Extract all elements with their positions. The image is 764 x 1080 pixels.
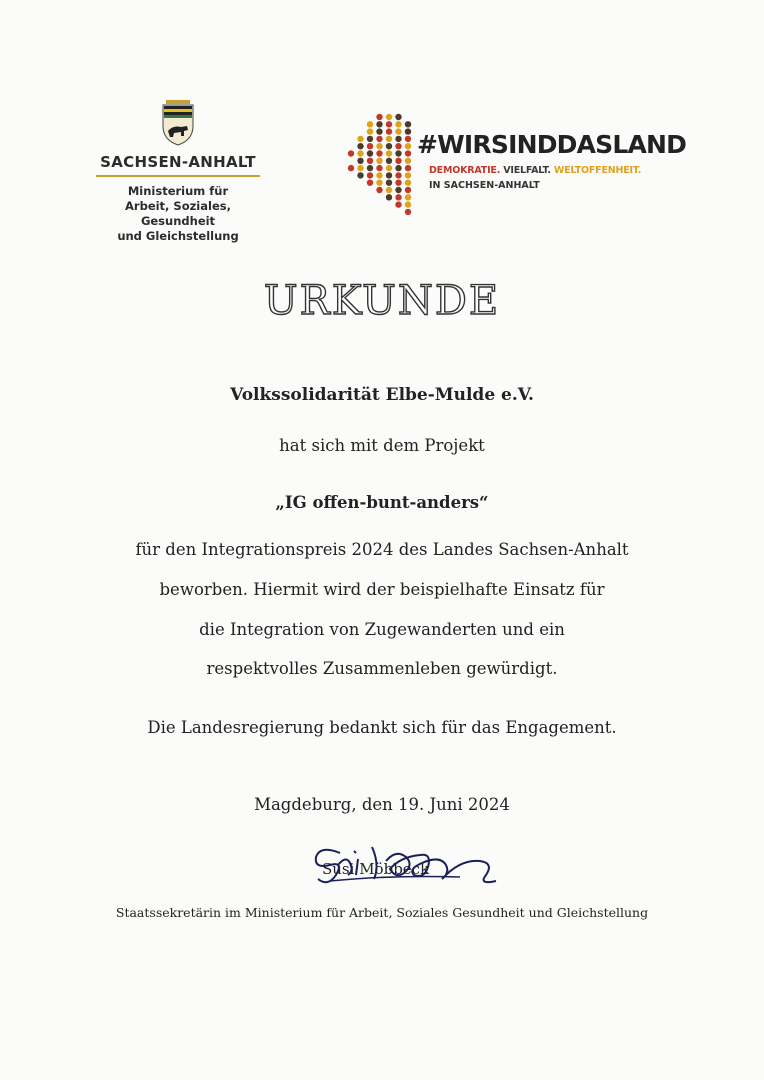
map-dot [395,128,401,134]
map-dot [386,187,392,193]
map-dot [395,121,401,127]
campaign-hashtag: #WIRSINDDASLAND [417,130,687,159]
map-dot [376,165,382,171]
map-dot [357,165,363,171]
tagline-diversity: VIELFALT. [503,165,551,176]
map-dot [367,136,373,142]
map-dot [376,143,382,149]
map-dot [395,165,401,171]
map-dot [395,172,401,178]
map-dot [367,150,373,156]
project-name: „IG offen-bunt-anders“ [275,493,489,512]
map-dot [395,143,401,149]
campaign-tagline [429,165,641,176]
thanks-text: Die Landesregierung bedankt sich für das Engagement. [147,718,617,737]
map-dot [395,201,401,207]
map-dot [405,201,411,207]
map-dot [386,165,392,171]
map-dot [376,121,382,127]
map-dot [405,143,411,149]
map-dot [386,121,392,127]
map-dot [376,150,382,156]
map-dot [348,165,354,171]
map-dot [386,172,392,178]
dot-map-icon [345,112,417,216]
map-dot [395,194,401,200]
map-dot [395,187,401,193]
map-dot [376,180,382,186]
map-dot [405,194,411,200]
map-dot [395,158,401,164]
map-dot [367,128,373,134]
signer-name: Susi Möbbeck [322,860,430,878]
map-dot [376,172,382,178]
certificate-title: URKUNDE [263,278,501,324]
map-dot [367,143,373,149]
map-dot [367,165,373,171]
map-dot [386,136,392,142]
map-dot [395,136,401,142]
map-dot [357,172,363,178]
signer-role: Staatssekretärin im Ministerium für Arbeit, Soziales Gesundheit und Gleichstellung [115,905,649,920]
tagline-openness: WELTOFFENHEIT. [553,165,642,176]
campaign-region: IN SACHSEN-ANHALT [429,180,540,191]
map-dot [395,114,401,120]
ministry-line: und Gleichstellung [117,229,239,243]
map-dot [405,128,411,134]
body-line: respektvolles Zusammenleben gewürdigt. [206,659,558,678]
body-line: beworben. Hiermit wird der beispielhafte Einsatz für [159,580,605,599]
map-dot [376,187,382,193]
map-dot [405,150,411,156]
body-line: für den Integrationspreis 2024 des Landes Sachsen-Anhalt [135,540,629,559]
map-dot [386,180,392,186]
map-dot [405,187,411,193]
map-dot [376,114,382,120]
map-dot [405,209,411,215]
map-dot [357,158,363,164]
map-dot [386,114,392,120]
handwritten-signature [310,835,505,895]
map-dot [367,180,373,186]
map-dot [357,150,363,156]
map-dot [376,128,382,134]
coat-of-arms-icon [157,100,199,146]
map-dot [357,143,363,149]
map-dot [367,121,373,127]
campaign-logo [345,112,685,217]
place-date: Magdeburg, den 19. Juni 2024 [254,795,510,814]
ministry-name [90,184,266,244]
ministry-line: Arbeit, Soziales, Gesundheit [125,199,231,228]
map-dot [395,150,401,156]
map-dot [405,165,411,171]
map-dot [386,150,392,156]
map-dot [405,180,411,186]
map-dot [405,121,411,127]
intro-text: hat sich mit dem Projekt [279,436,485,455]
map-dot [386,143,392,149]
ministry-logo [90,100,270,243]
map-dot [376,158,382,164]
state-name: SACHSEN-ANHALT [100,153,256,171]
map-dot [348,150,354,156]
map-dot [405,158,411,164]
logo-divider [96,175,260,177]
body-line: die Integration von Zugewanderten und ein [199,620,565,639]
map-dot [386,194,392,200]
map-dot [357,136,363,142]
map-dot [395,180,401,186]
map-dot [367,172,373,178]
map-dot [376,136,382,142]
map-dot [386,158,392,164]
map-dot [367,158,373,164]
ministry-line: Ministerium für [127,184,229,198]
organization-name: Volkssolidarität Elbe-Mulde e.V. [230,385,534,405]
tagline-democracy: DEMOKRATIE. [429,165,501,176]
map-dot [405,172,411,178]
map-dot [405,136,411,142]
map-dot [386,128,392,134]
